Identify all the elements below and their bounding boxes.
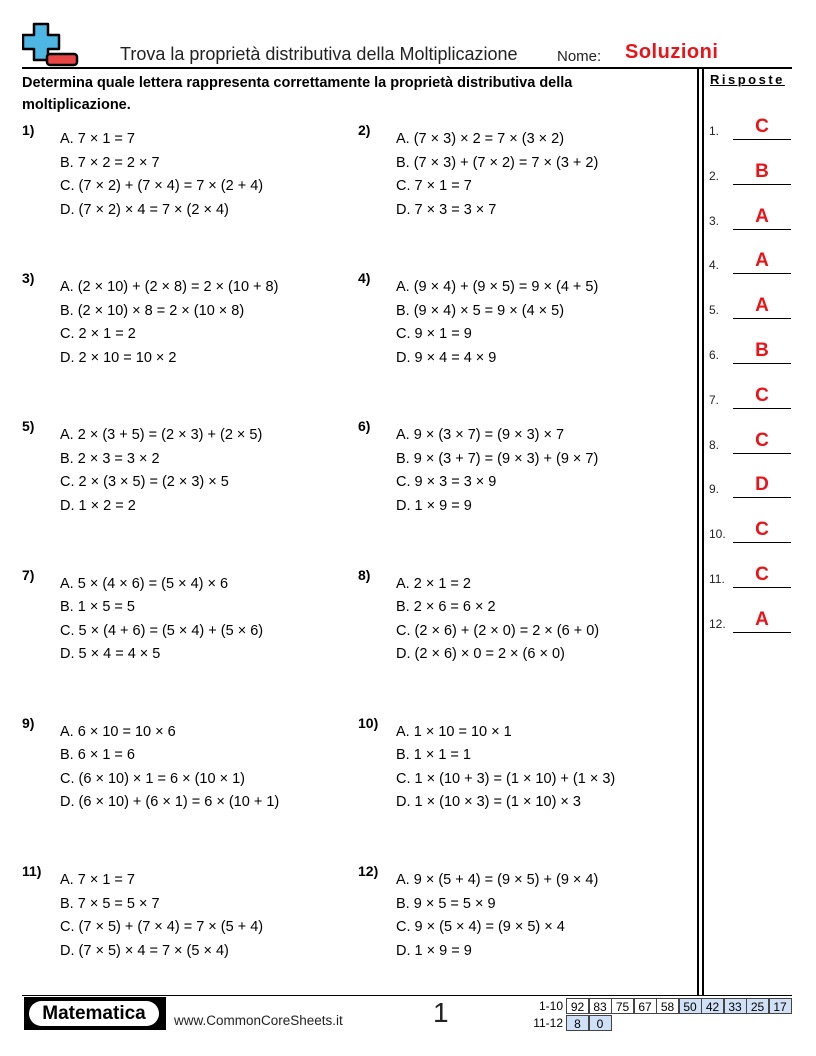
answer-row bbox=[709, 379, 799, 409]
answer-number: 10. bbox=[709, 527, 726, 542]
answer-line bbox=[733, 542, 791, 543]
answer-number: 12. bbox=[709, 616, 726, 631]
score-cell: 58 bbox=[656, 998, 679, 1014]
answer-number: 9. bbox=[709, 482, 720, 497]
option-d: D. (2 × 6) × 0 = 2 × (6 × 0) bbox=[396, 646, 565, 663]
footer-divider bbox=[22, 995, 792, 996]
answer-number: 2. bbox=[709, 168, 720, 183]
score-cell: 33 bbox=[724, 998, 747, 1014]
answer-letter: C bbox=[755, 519, 769, 541]
option-c: C. 2 × (3 × 5) = (2 × 3) × 5 bbox=[60, 474, 229, 491]
option-list bbox=[396, 128, 598, 222]
answer-number: 5. bbox=[709, 303, 720, 318]
answer-row bbox=[709, 200, 799, 230]
answer-line bbox=[733, 229, 791, 230]
option-c: C. 2 × 1 = 2 bbox=[60, 326, 136, 343]
option-d: D. 7 × 3 = 3 × 7 bbox=[396, 201, 497, 218]
option-c: C. 9 × 1 = 9 bbox=[396, 326, 472, 343]
option-b: B. 2 × 3 = 3 × 2 bbox=[60, 450, 160, 467]
column-divider bbox=[697, 69, 699, 996]
question-number: 8) bbox=[358, 566, 371, 583]
option-list bbox=[60, 128, 263, 222]
option-list bbox=[396, 573, 599, 667]
option-d: D. (7 × 2) × 4 = 7 × (2 × 4) bbox=[60, 201, 229, 218]
score-row-label: 1-10 bbox=[538, 999, 563, 1013]
option-b: B. 9 × 5 = 5 × 9 bbox=[396, 895, 496, 912]
question-number: 4) bbox=[358, 270, 371, 287]
option-c: C. (7 × 2) + (7 × 4) = 7 × (2 + 4) bbox=[60, 178, 264, 194]
answer-letter: C bbox=[755, 429, 769, 451]
option-a: A. (9 × 4) + (9 × 5) = 9 × (4 + 5) bbox=[396, 279, 599, 296]
instructions: Determina quale lettera rappresenta correttamente la proprietà distributiva della moltiplicazione. bbox=[22, 75, 573, 113]
option-list bbox=[396, 424, 598, 518]
page-number: 1 bbox=[433, 997, 449, 1028]
option-d: D. (7 × 5) × 4 = 7 × (5 × 4) bbox=[60, 942, 229, 959]
score-cell: 50 bbox=[679, 998, 702, 1014]
answer-number: 1. bbox=[709, 124, 720, 138]
answer-letter: C bbox=[755, 564, 769, 585]
plus-minus-icon bbox=[22, 22, 80, 68]
column-divider bbox=[702, 69, 704, 996]
site-url: www.CommonCoreSheets.it bbox=[174, 1013, 343, 1028]
page-title: Trova la proprietà distributiva della Moltiplicazione bbox=[120, 44, 518, 64]
score-cell: 42 bbox=[701, 998, 724, 1014]
answer-letter: A bbox=[755, 250, 769, 272]
option-list bbox=[396, 869, 598, 963]
question-number: 11) bbox=[22, 863, 42, 879]
option-list bbox=[396, 276, 598, 370]
question-number: 6) bbox=[358, 418, 371, 435]
answer-number: 6. bbox=[709, 348, 720, 362]
question-number: 12) bbox=[358, 863, 379, 879]
score-cell: 8 bbox=[566, 1015, 589, 1031]
question-number: 10) bbox=[358, 714, 379, 731]
option-d: D. 1 × 9 = 9 bbox=[396, 942, 472, 959]
score-cell: 67 bbox=[634, 998, 657, 1014]
answer-row bbox=[709, 603, 799, 633]
name-label: Nome: bbox=[557, 48, 602, 65]
option-a: A. (7 × 3) × 2 = 7 × (3 × 2) bbox=[396, 131, 565, 147]
option-c: C. (7 × 5) + (7 × 4) = 7 × (5 + 4) bbox=[60, 919, 264, 935]
option-list bbox=[60, 721, 279, 815]
name-value: Soluzioni bbox=[625, 41, 719, 63]
option-list bbox=[60, 869, 263, 963]
score-cell: 17 bbox=[769, 998, 792, 1014]
answer-line bbox=[733, 318, 791, 319]
option-c: C. 7 × 1 = 7 bbox=[396, 178, 472, 194]
option-b: B. 7 × 5 = 5 × 7 bbox=[60, 895, 160, 912]
option-a: A. 9 × (5 + 4) = (9 × 5) + (9 × 4) bbox=[396, 872, 599, 888]
question-number: 1) bbox=[22, 122, 35, 138]
option-c: C. (6 × 10) × 1 = 6 × (10 × 1) bbox=[60, 770, 245, 787]
answer-number: 7. bbox=[709, 392, 720, 407]
answer-row bbox=[709, 289, 799, 319]
option-list bbox=[60, 573, 263, 667]
answer-line bbox=[733, 497, 791, 498]
answer-line bbox=[733, 632, 791, 633]
option-c: C. (2 × 6) + (2 × 0) = 2 × (6 + 0) bbox=[396, 622, 600, 639]
answer-letter: B bbox=[755, 160, 769, 182]
option-d: D. 1 × 2 = 2 bbox=[60, 497, 136, 514]
answer-row bbox=[709, 468, 799, 498]
score-cell: 25 bbox=[746, 998, 769, 1014]
option-d: D. (6 × 10) + (6 × 1) = 6 × (10 + 1) bbox=[60, 794, 280, 811]
option-b: B. 7 × 2 = 2 × 7 bbox=[60, 154, 160, 171]
option-b: B. (7 × 3) + (7 × 2) = 7 × (3 + 2) bbox=[396, 154, 599, 171]
score-row-label: 11-12 bbox=[533, 1016, 563, 1030]
answer-row bbox=[709, 244, 799, 274]
option-list bbox=[396, 721, 615, 815]
answer-row bbox=[709, 513, 799, 543]
option-a: A. 2 × 1 = 2 bbox=[396, 575, 471, 592]
answers-header: Risposte bbox=[710, 72, 785, 87]
answer-letter: A bbox=[755, 205, 769, 227]
answer-letter: A bbox=[755, 295, 769, 317]
option-b: B. 9 × (3 + 7) = (9 × 3) + (9 × 7) bbox=[396, 450, 599, 467]
brand-badge bbox=[24, 997, 166, 1030]
answer-number: 4. bbox=[709, 258, 720, 273]
answer-line bbox=[733, 587, 791, 588]
answer-number: 8. bbox=[709, 437, 720, 452]
answer-row bbox=[709, 558, 799, 588]
option-list bbox=[60, 276, 278, 370]
option-a: A. 7 × 1 = 7 bbox=[60, 131, 135, 147]
option-c: C. 9 × 3 = 3 × 9 bbox=[396, 474, 497, 491]
answer-row bbox=[709, 110, 799, 140]
question-number: 5) bbox=[22, 418, 35, 435]
answer-letter: D bbox=[755, 474, 769, 496]
option-d: D. 9 × 4 = 4 × 9 bbox=[396, 349, 497, 366]
answer-number: 11. bbox=[709, 572, 725, 586]
option-b: B. 6 × 1 = 6 bbox=[60, 747, 135, 764]
option-b: B. (2 × 10) × 8 = 2 × (10 × 8) bbox=[60, 302, 245, 319]
option-c: C. 5 × (4 + 6) = (5 × 4) + (5 × 6) bbox=[60, 622, 264, 639]
option-b: B. (9 × 4) × 5 = 9 × (4 × 5) bbox=[396, 302, 565, 319]
option-b: B. 1 × 5 = 5 bbox=[60, 599, 135, 616]
answer-line bbox=[733, 139, 791, 140]
answer-line bbox=[733, 184, 791, 185]
option-a: A. 5 × (4 × 6) = (5 × 4) × 6 bbox=[60, 575, 229, 592]
question-number: 9) bbox=[22, 714, 35, 731]
score-cell: 0 bbox=[589, 1015, 612, 1031]
question-number: 3) bbox=[22, 270, 35, 287]
answer-letter: A bbox=[755, 608, 769, 630]
header-divider bbox=[22, 67, 792, 69]
score-cell: 83 bbox=[589, 998, 612, 1014]
brand-label: Matematica bbox=[29, 1001, 159, 1026]
option-d: D. 2 × 10 = 10 × 2 bbox=[60, 349, 177, 366]
option-c: C. 9 × (5 × 4) = (9 × 5) × 4 bbox=[396, 919, 565, 935]
option-a: A. (2 × 10) + (2 × 8) = 2 × (10 + 8) bbox=[60, 279, 279, 296]
answer-line bbox=[733, 363, 791, 364]
answer-letter: C bbox=[755, 116, 769, 137]
option-c: C. 1 × (10 + 3) = (1 × 10) + (1 × 3) bbox=[396, 770, 616, 787]
option-d: D. 1 × 9 = 9 bbox=[396, 497, 472, 514]
option-d: D. 1 × (10 × 3) = (1 × 10) × 3 bbox=[396, 794, 581, 811]
option-list bbox=[60, 424, 262, 518]
score-cell: 75 bbox=[611, 998, 634, 1014]
option-b: B. 1 × 1 = 1 bbox=[396, 747, 471, 764]
option-a: A. 9 × (3 × 7) = (9 × 3) × 7 bbox=[396, 427, 565, 444]
answer-row bbox=[709, 155, 799, 185]
option-a: A. 7 × 1 = 7 bbox=[60, 872, 135, 888]
option-a: A. 1 × 10 = 10 × 1 bbox=[396, 723, 512, 740]
answer-line bbox=[733, 408, 791, 409]
option-a: A. 6 × 10 = 10 × 6 bbox=[60, 723, 176, 740]
question-number: 7) bbox=[22, 566, 35, 583]
answer-letter: C bbox=[755, 384, 769, 406]
option-d: D. 5 × 4 = 4 × 5 bbox=[60, 646, 161, 663]
option-b: B. 2 × 6 = 6 × 2 bbox=[396, 599, 496, 616]
question-number: 2) bbox=[358, 122, 371, 138]
option-a: A. 2 × (3 + 5) = (2 × 3) + (2 × 5) bbox=[60, 427, 263, 444]
answer-number: 3. bbox=[709, 213, 720, 228]
answer-letter: B bbox=[755, 340, 769, 361]
answer-line bbox=[733, 273, 791, 274]
answer-line bbox=[733, 453, 791, 454]
answer-row bbox=[709, 424, 799, 454]
score-cell: 92 bbox=[566, 998, 589, 1014]
answer-row bbox=[709, 334, 799, 364]
